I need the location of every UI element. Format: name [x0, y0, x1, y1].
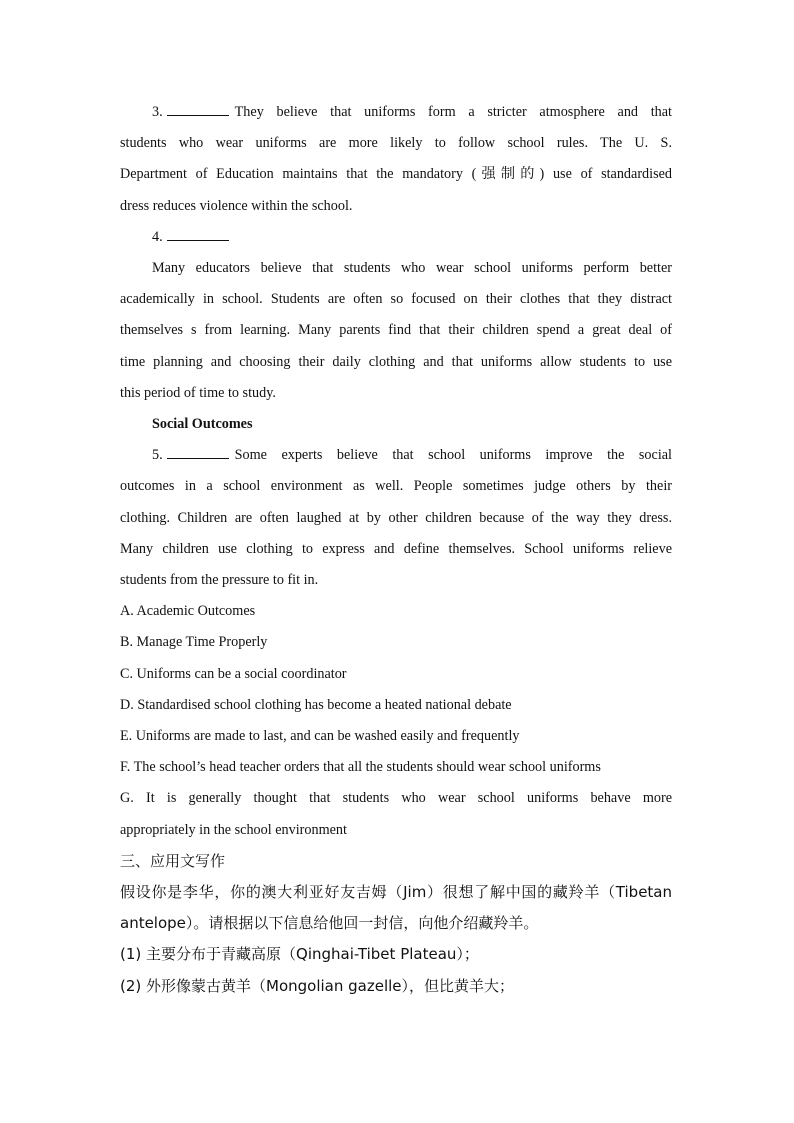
q5-answer-blank[interactable]: [167, 445, 229, 459]
q5-text: Some experts believe that school uniforms improve the social: [234, 447, 672, 464]
academic-paragraph: [120, 253, 672, 409]
q4-number: 4.: [152, 228, 163, 245]
question-4: [120, 222, 672, 253]
question-3: [120, 97, 672, 222]
q5-line-4: Many children use clothing to express and define themselves. School uniforms relieve: [120, 540, 672, 557]
q3-number: 3.: [152, 104, 163, 120]
q3-line-1: [120, 97, 672, 128]
section-3-writing: [120, 846, 672, 1002]
q3-line-2: students who wear uniforms are more likely to follow school rules. The U. S.: [120, 135, 672, 152]
option-g-line-1: G. It is generally thought that students who wear school uniforms behave more: [120, 790, 672, 807]
q3-line-4: dress reduces violence within the school.: [120, 197, 353, 214]
q3-line-3: Department of Education maintains that the mandatory (强制的) use of standardised: [120, 166, 672, 183]
academic-line-4: time planning and choosing their daily clothing and that uniforms allow students to use: [120, 353, 672, 370]
q5-number: 5.: [152, 447, 163, 464]
option-g-line-2: appropriately in the school environment: [120, 821, 347, 838]
options-list: [120, 596, 672, 846]
option-e: E. Uniforms are made to last, and can be washed easily and frequently: [120, 728, 520, 745]
q4-answer-blank[interactable]: [167, 227, 229, 241]
q5-line-5: students from the pressure to fit in.: [120, 572, 319, 589]
section-3-prompt-line-1: 假设你是李华，你的澳大利亚好友吉姆（Jim）很想了解中国的藏羚羊（Tibetan: [120, 883, 672, 902]
academic-line-1: Many educators believe that students who wear school uniforms perform better: [152, 260, 672, 277]
section-3-prompt-line-2: antelope）。请根据以下信息给他回一封信，向他介绍藏羚羊。: [120, 914, 539, 933]
academic-line-2: academically in school. Students are often so focused on their clothes that they distract: [120, 291, 672, 308]
q5-line-1: [120, 440, 672, 471]
q3-text: They believe that uniforms form a stricter atmosphere and that: [234, 104, 672, 120]
option-a: A. Academic Outcomes: [120, 603, 256, 620]
academic-line-5: this period of time to study.: [120, 384, 276, 401]
social-outcomes-heading: Social Outcomes: [152, 416, 253, 433]
q5-line-3: clothing. Children are often laughed at by other children because of the way they dress.: [120, 509, 672, 526]
option-d: D. Standardised school clothing has become a heated national debate: [120, 696, 512, 713]
academic-line-3: themselves s from learning. Many parents find that their children spend a great deal of: [120, 322, 672, 339]
option-b: B. Manage Time Properly: [120, 634, 268, 651]
q3-answer-blank[interactable]: [167, 102, 229, 116]
section-3-heading: 三、应用文写作: [120, 851, 226, 870]
option-f: F. The school’s head teacher orders that all the students should wear school uniforms: [120, 759, 601, 776]
section-3-item-1: (1) 主要分布于青藏高原（Qinghai-Tibet Plateau）；: [120, 945, 479, 964]
document-content: [120, 97, 672, 1002]
question-5: [120, 440, 672, 596]
section-3-item-2: (2) 外形像蒙古黄羊（Mongolian gazelle），但比黄羊大；: [120, 976, 515, 995]
q5-line-2: outcomes in a school environment as well. People sometimes judge others by their: [120, 478, 672, 495]
option-c: C. Uniforms can be a social coordinator: [120, 665, 347, 682]
